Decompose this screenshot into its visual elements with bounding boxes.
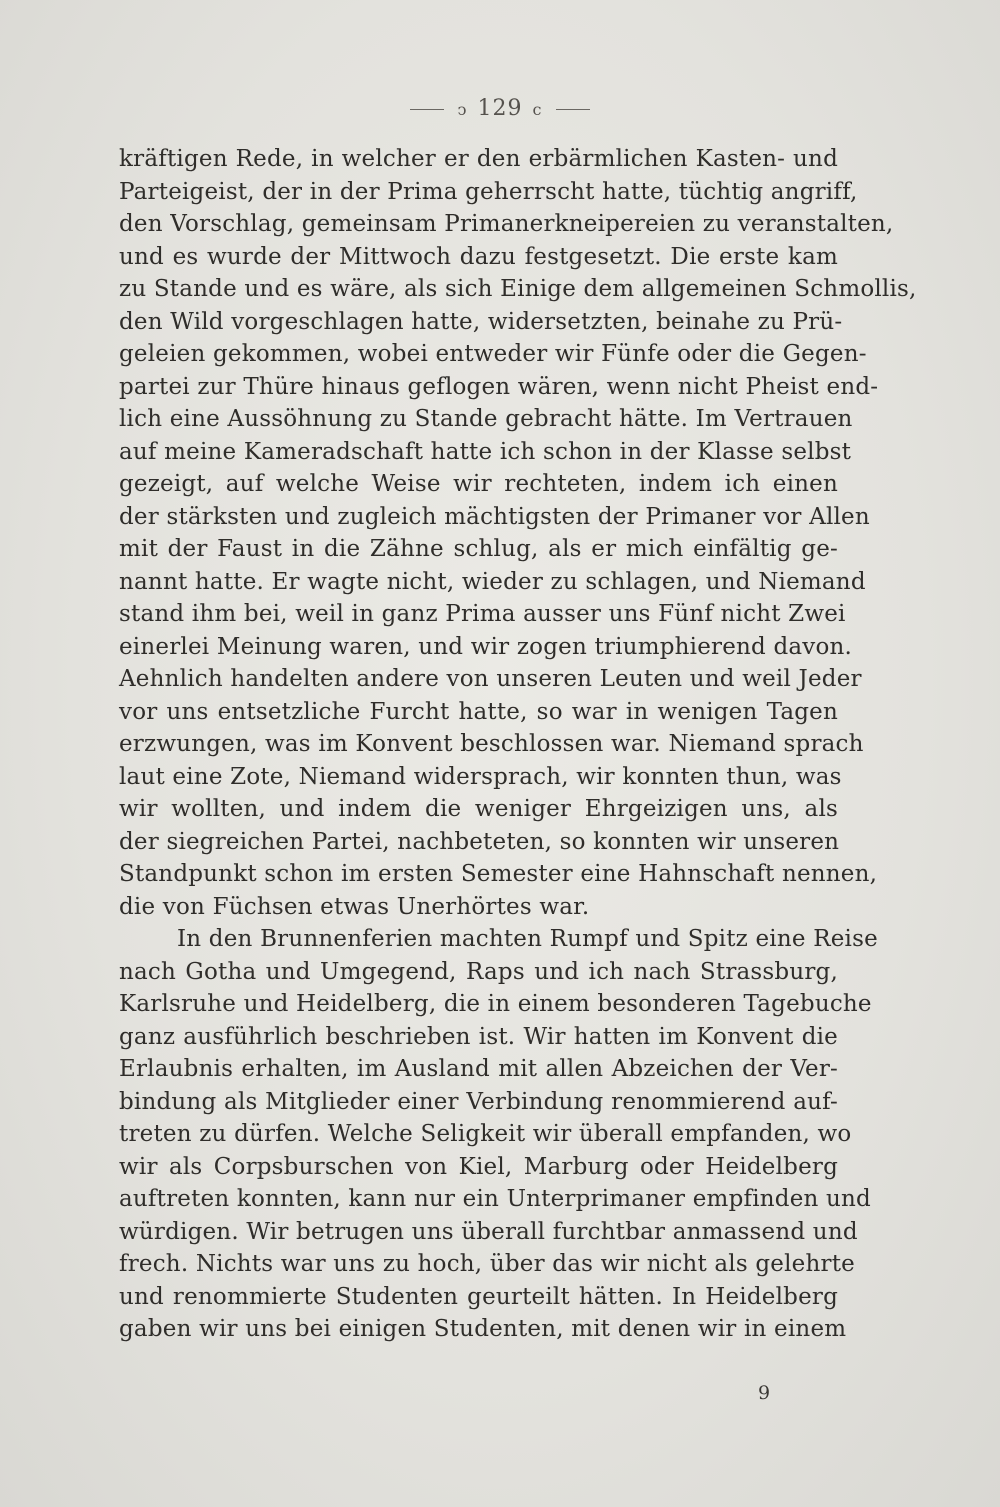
text-line: Erlaubnis erhalten, im Ausland mit allen Abzeichen der Ver- [119,1056,838,1082]
page-number: 129 [477,96,523,121]
header-ornament-right: c [532,100,543,119]
text-line: frech. Nichts war uns zu hoch, über das wir nicht als gelehrte [119,1251,855,1277]
text-line: erzwungen, was im Konvent beschlossen war. Niemand sprach [119,731,864,757]
text-line: laut eine Zote, Niemand widersprach, wir konnten thun, was [119,763,842,790]
text-line: zu Stande und es wäre, als sich Einige dem allgemeinen Schmollis, [119,276,917,302]
signature-mark: 9 [758,1382,771,1404]
text-line: einerlei Meinung waren, und wir zogen triumphierend davon. [119,633,853,660]
text-line: den Wild vorgeschlagen hatte, widersetzten, beinahe zu Prü- [119,308,843,335]
text-line: auftreten konnten, kann nur ein Unterprimaner empfinden und [119,1186,871,1212]
text-line: Standpunkt schon im ersten Semester eine Hahnschaft nennen, [119,861,878,887]
text-line: und renommierte Studenten geurteilt hätten. In Heidelberg [119,1283,838,1310]
paragraph-1 [119,143,917,923]
text-line: mit der Faust in die Zähne schlug, als er mich einfältig ge- [119,536,838,562]
text-line: kräftigen Rede, in welcher er den erbärmlichen Kasten- und [119,146,838,172]
text-line: treten zu dürfen. Welche Seligkeit wir überall empfanden, wo [119,1121,852,1147]
text-line: ganz ausführlich beschrieben ist. Wir hatten im Konvent die [119,1023,838,1050]
text-line: würdigen. Wir betrugen uns überall furchtbar anmassend und [119,1218,858,1245]
text-line: der siegreichen Partei, nachbeteten, so konnten wir unseren [119,828,840,855]
text-line: den Vorschlag, gemeinsam Primanerkneipereien zu veranstalten, [119,211,894,237]
header-rule-left [410,109,444,110]
text-line: In den Brunnenferien machten Rumpf und Spitz eine Reise [177,926,878,952]
text-line: nach Gotha und Umgegend, Raps und ich nach Strassburg, [119,958,838,985]
text-line: und es wurde der Mittwoch dazu festgesetzt. Die erste kam [119,243,838,270]
paragraph-2 [119,923,878,1346]
text-line: gezeigt, auf welche Weise wir rechteten, indem ich einen [119,471,838,497]
body-text [119,143,917,1346]
text-line: vor uns entsetzliche Furcht hatte, so war in wenigen Tagen [119,698,838,725]
header-ornament-left: ↄ [457,100,468,119]
header-rule-right [556,109,590,110]
text-line: bindung als Mitglieder einer Verbindung renommierend auf- [119,1088,838,1115]
text-line: Parteigeist, der in der Prima geherrscht hatte, tüchtig angriff, [119,178,858,205]
text-line: der stärksten und zugleich mächtigsten der Primaner vor Allen [119,503,870,530]
text-line: wir wollten, und indem die weniger Ehrgeizigen uns, als [119,796,838,822]
running-header [0,96,1000,121]
text-line: die von Füchsen etwas Unerhörtes war. [119,893,590,920]
text-line: stand ihm bei, weil in ganz Prima ausser uns Fünf nicht Zwei [119,601,846,627]
text-line: gaben wir uns bei einigen Studenten, mit denen wir in einem [119,1316,847,1342]
text-line: nannt hatte. Er wagte nicht, wieder zu schlagen, und Niemand [119,568,866,595]
text-line: Karlsruhe und Heidelberg, die in einem besonderen Tagebuche [119,991,872,1017]
text-line: auf meine Kameradschaft hatte ich schon in der Klasse selbst [119,438,852,465]
text-line: wir als Corpsburschen von Kiel, Marburg oder Heidelberg [119,1153,838,1180]
text-line: lich eine Aussöhnung zu Stande gebracht hätte. Im Vertrauen [119,406,853,432]
text-line: geleien gekommen, wobei entweder wir Fünfe oder die Gegen- [119,341,867,367]
text-line: Aehnlich handelten andere von unseren Leuten und weil Jeder [119,666,862,692]
text-line: partei zur Thüre hinaus geflogen wären, wenn nicht Pheist end- [119,373,879,400]
